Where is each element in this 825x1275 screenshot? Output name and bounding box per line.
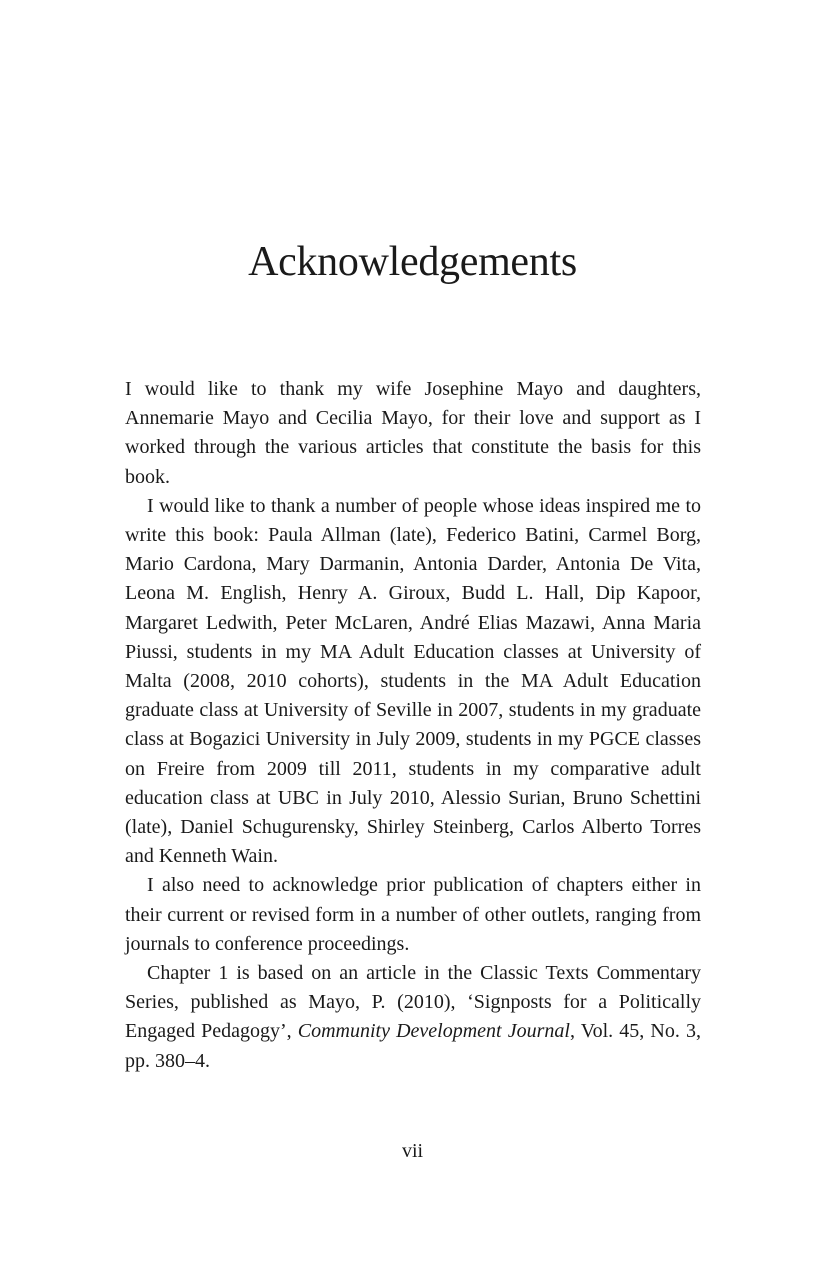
paragraph-chapter-one-source <box>125 959 701 1076</box>
chapter-one-text-after: , Vol. 45, No. 3, pp. 380–4. <box>125 1020 701 1072</box>
chapter-one-text-before: Chapter 1 is based on an article in the Classic Texts Commentary Series, published as Mayo, P. (2010), ‘Signposts for a Politically Engaged Pedagogy’, <box>125 962 701 1043</box>
paragraph-inspiration-thanks: I would like to thank a number of people whose ideas inspired me to write this book: Paula Allman (late), Federico Batini, Carmel Borg, Mario Cardona, Mary Darmanin, Antonia Darder, Antonia De Vita, Leona M. English, Henry A. Giroux, Budd L. Hall, Dip Kapoor, Margaret Ledwith, Peter McLaren, André Elias Mazawi, Anna Maria Piussi, students in my MA Adult Education classes at University of Malta (2008, 2010 cohorts), students in the MA Adult Education graduate class at University of Seville in 2007, students in my graduate class at Bogazici University in July 2009, students in my PGCE classes on Freire from 2009 till 2011, students in my comparative adult education class at UBC in July 2010, Alessio Surian, Bruno Schettini (late), Daniel Schugurensky, Shirley Steinberg, Carlos Alberto Torres and Kenneth Wain. <box>125 494 701 868</box>
page-number: vii <box>401 1140 424 1162</box>
journal-title: Community Development Journal <box>297 1020 570 1043</box>
acknowledgements-body <box>125 375 701 1076</box>
paragraph-family-thanks: I would like to thank my wife Josephine Mayo and daughters, Annemarie Mayo and Cecilia Mayo, for their love and support as I worked through the various articles that constitute the basis for this book. <box>125 378 701 488</box>
page-title: Acknowledgements <box>248 239 577 285</box>
paragraph-prior-publication: I also need to acknowledge prior publication of chapters either in their current or revised form in a number of other outlets, ranging from journals to conference proceedings. <box>125 874 701 955</box>
